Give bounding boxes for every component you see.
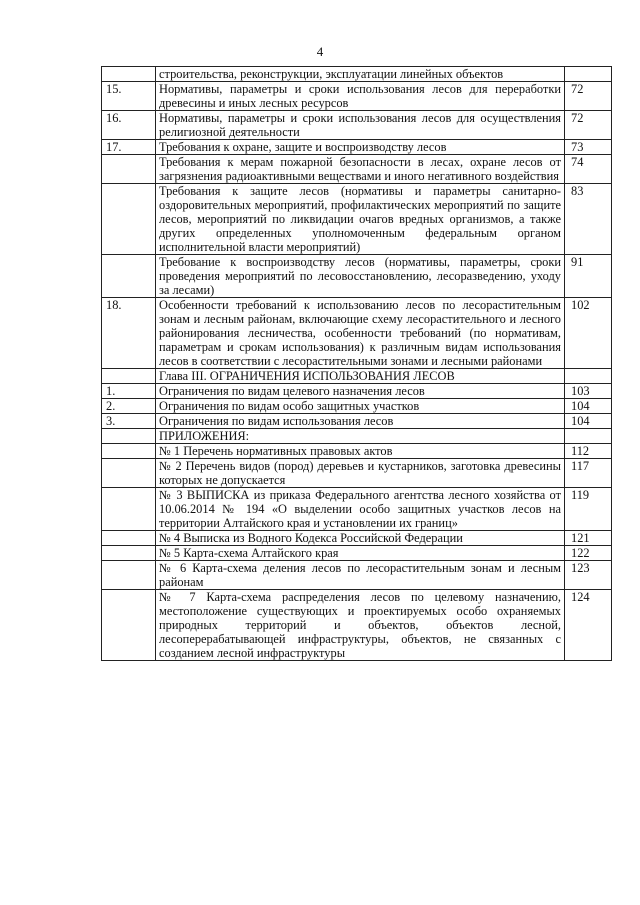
toc-number [102, 369, 156, 384]
toc-title: Требования к защите лесов (нормативы и параметры санитарно-оздоровительных мероприятий, профилактических мероприятий по защите лесов, мероприятий по ликвидации очагов вредных организмов, а также других определенных уполномоченным федеральным органом исполнительной власти мероприятий) [156, 184, 565, 255]
toc-row [102, 488, 612, 531]
toc-page [565, 369, 612, 384]
toc-row [102, 459, 612, 488]
toc-page: 122 [565, 546, 612, 561]
page-number: 4 [316, 44, 324, 59]
toc-title: Нормативы, параметры и сроки использования лесов для переработки древесины и иных лесных ресурсов [156, 82, 565, 111]
toc-number: 1. [102, 384, 156, 399]
toc-page: 104 [565, 414, 612, 429]
toc-title: Требования к мерам пожарной безопасности в лесах, охране лесов от загрязнения радиоактивными веществами и иного негативного воздействия [156, 155, 565, 184]
toc-title: № 5 Карта-схема Алтайского края [156, 546, 565, 561]
toc-page: 73 [565, 140, 612, 155]
toc-number: 17. [102, 140, 156, 155]
toc-number: 18. [102, 298, 156, 369]
toc-row [102, 561, 612, 590]
toc-page: 117 [565, 459, 612, 488]
toc-title: № 6 Карта-схема деления лесов по лесорастительным зонам и лесным районам [156, 561, 565, 590]
toc-number: 15. [102, 82, 156, 111]
toc-number [102, 184, 156, 255]
toc-number [102, 488, 156, 531]
toc-number: 16. [102, 111, 156, 140]
toc-row [102, 82, 612, 111]
toc-page: 112 [565, 444, 612, 459]
toc-number [102, 155, 156, 184]
toc-number [102, 67, 156, 82]
toc-number: 3. [102, 414, 156, 429]
toc-title: Требование к воспроизводству лесов (нормативы, параметры, сроки проведения мероприятий по лесовосстановлению, лесоразведению, уходу за лесами) [156, 255, 565, 298]
toc-page: 103 [565, 384, 612, 399]
toc-row [102, 67, 612, 82]
toc-number [102, 429, 156, 444]
toc-title: № 3 ВЫПИСКА из приказа Федерального агентства лесного хозяйства от 10.06.2014 № 194 «О выделении особо защитных участков лесов на территории Алтайского края и установлении их границ» [156, 488, 565, 531]
toc-number [102, 590, 156, 661]
toc-page: 123 [565, 561, 612, 590]
toc-page: 124 [565, 590, 612, 661]
toc-page: 119 [565, 488, 612, 531]
toc-row [102, 590, 612, 661]
toc-page: 121 [565, 531, 612, 546]
table-of-contents [101, 66, 612, 661]
toc-row [102, 140, 612, 155]
toc-page: 74 [565, 155, 612, 184]
toc-title: Особенности требований к использованию лесов по лесорастительным зонам и лесным районам, включающие схему лесорастительного и лесного районирования лесничества, особенности требований (по нормативам, параметрам и срокам использования) к различным видам использования лесов в соответствии с лесорастительными зонами и лесными районами [156, 298, 565, 369]
toc-row [102, 255, 612, 298]
toc-row [102, 429, 612, 444]
toc-row [102, 546, 612, 561]
toc-row [102, 369, 612, 384]
toc-number: 2. [102, 399, 156, 414]
toc-page: 104 [565, 399, 612, 414]
toc-number [102, 561, 156, 590]
toc-row [102, 155, 612, 184]
toc-page: 72 [565, 82, 612, 111]
toc-number [102, 255, 156, 298]
toc-row [102, 414, 612, 429]
toc-title: Ограничения по видам целевого назначения лесов [156, 384, 565, 399]
toc-row [102, 444, 612, 459]
toc-title: № 4 Выписка из Водного Кодекса Российской Федерации [156, 531, 565, 546]
toc-row [102, 111, 612, 140]
toc-title: Нормативы, параметры и сроки использования лесов для осуществления религиозной деятельности [156, 111, 565, 140]
toc-title: строительства, реконструкции, эксплуатации линейных объектов [156, 67, 565, 82]
toc-row [102, 531, 612, 546]
toc-page: 83 [565, 184, 612, 255]
toc-title: Ограничения по видам использования лесов [156, 414, 565, 429]
toc-page: 91 [565, 255, 612, 298]
toc-page: 72 [565, 111, 612, 140]
toc-row [102, 184, 612, 255]
toc-title: № 7 Карта-схема распределения лесов по целевому назначению, местоположение существующих и проектируемых особо охраняемых природных территорий и объектов, объектов лесной, лесоперерабатывающей инфраструктуры, объектов, не связанных с созданием лесной инфраструктуры [156, 590, 565, 661]
toc-page: 102 [565, 298, 612, 369]
toc-title: ПРИЛОЖЕНИЯ: [156, 429, 565, 444]
toc-number [102, 444, 156, 459]
toc-number [102, 531, 156, 546]
toc-title: № 2 Перечень видов (пород) деревьев и кустарников, заготовка древесины которых не допускается [156, 459, 565, 488]
toc-title: Требования к охране, защите и воспроизводству лесов [156, 140, 565, 155]
toc-title: Глава III. ОГРАНИЧЕНИЯ ИСПОЛЬЗОВАНИЯ ЛЕСОВ [156, 369, 565, 384]
toc-row [102, 399, 612, 414]
toc-page [565, 67, 612, 82]
toc-page [565, 429, 612, 444]
toc-title: № 1 Перечень нормативных правовых актов [156, 444, 565, 459]
toc-number [102, 459, 156, 488]
toc-row [102, 298, 612, 369]
toc-row [102, 384, 612, 399]
toc-number [102, 546, 156, 561]
toc-title: Ограничения по видам особо защитных участков [156, 399, 565, 414]
